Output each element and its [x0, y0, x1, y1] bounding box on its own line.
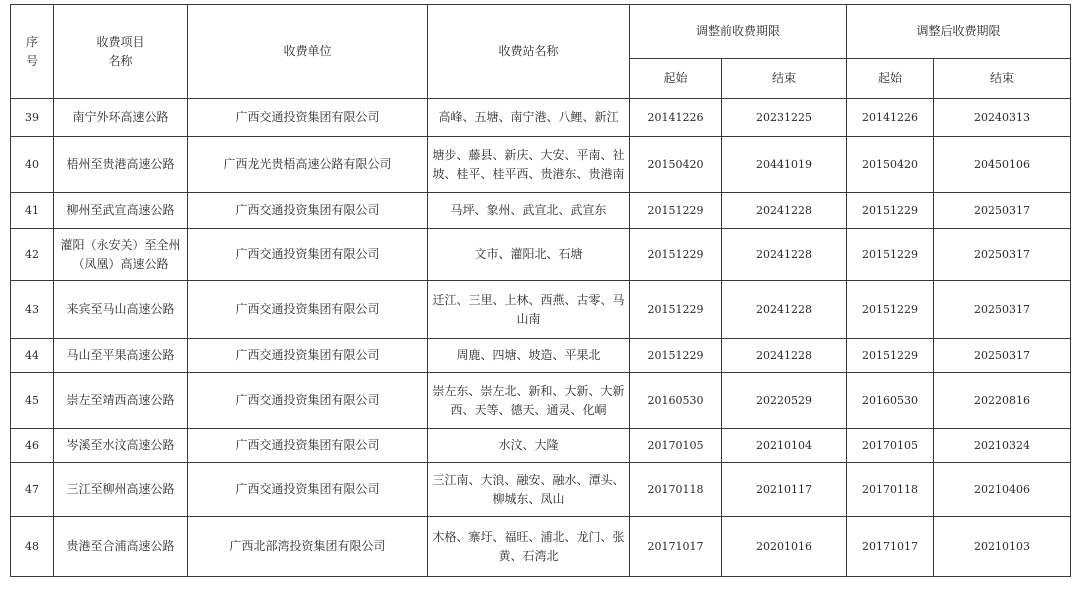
- cell-item-line: 来宾至马山高速公路: [66, 302, 175, 316]
- cell-after-start: 20151229: [847, 193, 934, 229]
- cell-after-end: 20250317: [934, 281, 1071, 339]
- cell-seq: 40: [11, 137, 54, 193]
- cell-stations-line: 三江南、大浪、融安、融水、潭头、: [432, 472, 625, 487]
- cell-stations: [428, 429, 630, 463]
- cell-item-line: 南宁外环高速公路: [72, 110, 169, 124]
- cell-stations: [428, 137, 630, 193]
- cell-after-start: 20151229: [847, 281, 934, 339]
- header-seq-line1: 序: [25, 34, 38, 49]
- cell-stations-line: 塘步、藤县、新庆、大安、平南、社: [432, 147, 625, 162]
- cell-item: [54, 517, 188, 577]
- header-before-start: 起始: [630, 59, 722, 99]
- cell-item: [54, 339, 188, 373]
- cell-after-end: 20250317: [934, 339, 1071, 373]
- cell-before-end: 20241228: [722, 281, 847, 339]
- table-row: [11, 99, 1071, 137]
- cell-after-start: 20171017: [847, 517, 934, 577]
- table-row: [11, 517, 1071, 577]
- cell-item-line: 柳州至武宣高速公路: [66, 203, 175, 217]
- cell-after-end: 20250317: [934, 229, 1071, 281]
- cell-seq: 41: [11, 193, 54, 229]
- cell-item-line: 岑溪至水汶高速公路: [66, 438, 175, 452]
- cell-item-line: 崇左至靖西高速公路: [66, 393, 175, 407]
- cell-stations-line: 马坪、象州、武宣北、武宣东: [450, 203, 607, 217]
- cell-seq: 45: [11, 373, 54, 429]
- header-after-start: 起始: [847, 59, 934, 99]
- cell-stations: [428, 193, 630, 229]
- cell-before-start: 20170118: [630, 463, 722, 517]
- cell-seq: 44: [11, 339, 54, 373]
- header-item: [54, 5, 188, 99]
- header-station: 收费站名称: [428, 5, 630, 99]
- cell-item-line: 马山至平果高速公路: [66, 348, 175, 362]
- cell-before-start: 20151229: [630, 193, 722, 229]
- cell-item: [54, 229, 188, 281]
- header-seq: [11, 5, 54, 99]
- cell-item-line: 灌阳（永安关）至全州: [60, 237, 181, 252]
- cell-before-end: 20210104: [722, 429, 847, 463]
- cell-after-end: 20210406: [934, 463, 1071, 517]
- cell-after-end: 20210103: [934, 517, 1071, 577]
- cell-item: [54, 193, 188, 229]
- cell-before-end: 20241228: [722, 193, 847, 229]
- cell-before-end: 20201016: [722, 517, 847, 577]
- cell-before-start: 20171017: [630, 517, 722, 577]
- cell-item: [54, 137, 188, 193]
- cell-seq: 46: [11, 429, 54, 463]
- table-row: [11, 281, 1071, 339]
- table-row: [11, 373, 1071, 429]
- cell-stations: [428, 229, 630, 281]
- header-seq-line2: 号: [25, 53, 38, 68]
- table-body: [11, 99, 1071, 577]
- cell-after-start: 20151229: [847, 229, 934, 281]
- cell-seq: 39: [11, 99, 54, 137]
- cell-stations-line: 文市、灌阳北、石塘: [474, 247, 583, 261]
- cell-item-line: （凤凰）高速公路: [72, 256, 169, 271]
- cell-unit: 广西交通投资集团有限公司: [188, 339, 428, 373]
- cell-stations-line: 周鹿、四塘、坡造、平果北: [456, 348, 601, 362]
- cell-item-line: 梧州至贵港高速公路: [66, 157, 175, 171]
- cell-before-start: 20160530: [630, 373, 722, 429]
- cell-item-line: 贵港至合浦高速公路: [66, 539, 175, 553]
- cell-item: [54, 373, 188, 429]
- cell-after-end: 20450106: [934, 137, 1071, 193]
- cell-stations-line: 西、天等、德天、通灵、化峒: [450, 402, 607, 417]
- cell-after-end: 20250317: [934, 193, 1071, 229]
- cell-unit: 广西交通投资集团有限公司: [188, 99, 428, 137]
- cell-after-start: 20170118: [847, 463, 934, 517]
- cell-unit: 广西交通投资集团有限公司: [188, 373, 428, 429]
- cell-stations-line: 黄、石湾北: [498, 548, 559, 563]
- cell-stations-line: 迁江、三里、上林、西燕、古零、马: [432, 292, 625, 307]
- cell-after-end: 20210324: [934, 429, 1071, 463]
- cell-after-end: 20240313: [934, 99, 1071, 137]
- cell-seq: 42: [11, 229, 54, 281]
- cell-stations-line: 高峰、五塘、南宁港、八鲤、新江: [438, 110, 619, 124]
- header-after-end: 结束: [934, 59, 1071, 99]
- cell-before-start: 20151229: [630, 229, 722, 281]
- cell-before-start: 20141226: [630, 99, 722, 137]
- cell-before-end: 20231225: [722, 99, 847, 137]
- cell-stations: [428, 281, 630, 339]
- cell-before-end: 20210117: [722, 463, 847, 517]
- table-row: [11, 229, 1071, 281]
- header-before: 调整前收费期限: [630, 5, 847, 59]
- cell-seq: 43: [11, 281, 54, 339]
- cell-before-start: 20151229: [630, 281, 722, 339]
- cell-stations-line: 水汶、大隆: [498, 438, 559, 452]
- cell-seq: 48: [11, 517, 54, 577]
- header-row-1: [11, 5, 1071, 59]
- header-unit: 收费单位: [188, 5, 428, 99]
- cell-item: [54, 463, 188, 517]
- cell-before-start: 20170105: [630, 429, 722, 463]
- cell-stations: [428, 463, 630, 517]
- table-row: [11, 137, 1071, 193]
- cell-unit: 广西北部湾投资集团有限公司: [188, 517, 428, 577]
- table-row: [11, 429, 1071, 463]
- table-row: [11, 193, 1071, 229]
- cell-after-start: 20150420: [847, 137, 934, 193]
- cell-item: [54, 429, 188, 463]
- cell-stations: [428, 517, 630, 577]
- header-after: 调整后收费期限: [847, 5, 1071, 59]
- cell-before-end: 20441019: [722, 137, 847, 193]
- cell-stations: [428, 373, 630, 429]
- header-before-end: 结束: [722, 59, 847, 99]
- cell-before-end: 20241228: [722, 339, 847, 373]
- cell-unit: 广西交通投资集团有限公司: [188, 429, 428, 463]
- cell-item: [54, 99, 188, 137]
- cell-before-end: 20220529: [722, 373, 847, 429]
- cell-after-start: 20151229: [847, 339, 934, 373]
- table-row: [11, 339, 1071, 373]
- cell-item: [54, 281, 188, 339]
- cell-after-start: 20170105: [847, 429, 934, 463]
- cell-after-end: 20220816: [934, 373, 1071, 429]
- cell-after-start: 20141226: [847, 99, 934, 137]
- cell-before-start: 20150420: [630, 137, 722, 193]
- cell-unit: 广西交通投资集团有限公司: [188, 193, 428, 229]
- cell-stations: [428, 339, 630, 373]
- table-row: [11, 463, 1071, 517]
- cell-unit: 广西龙光贵梧高速公路有限公司: [188, 137, 428, 193]
- cell-before-end: 20241228: [722, 229, 847, 281]
- cell-before-start: 20151229: [630, 339, 722, 373]
- cell-stations-line: 坡、桂平、桂平西、贵港东、贵港南: [432, 166, 625, 181]
- header-item-line1: 收费项目: [96, 34, 145, 49]
- cell-unit: 广西交通投资集团有限公司: [188, 463, 428, 517]
- cell-seq: 47: [11, 463, 54, 517]
- cell-stations-line: 木格、寨圩、福旺、浦北、龙门、张: [432, 529, 625, 544]
- cell-stations: [428, 99, 630, 137]
- cell-unit: 广西交通投资集团有限公司: [188, 229, 428, 281]
- cell-stations-line: 柳城东、凤山: [492, 491, 565, 506]
- cell-unit: 广西交通投资集团有限公司: [188, 281, 428, 339]
- cell-stations-line: 山南: [516, 311, 541, 326]
- cell-stations-line: 崇左东、崇左北、新和、大新、大新: [432, 383, 625, 398]
- header-item-line2: 名称: [108, 53, 133, 68]
- cell-item-line: 三江至柳州高速公路: [66, 482, 175, 496]
- cell-after-start: 20160530: [847, 373, 934, 429]
- toll-period-table: [10, 4, 1071, 577]
